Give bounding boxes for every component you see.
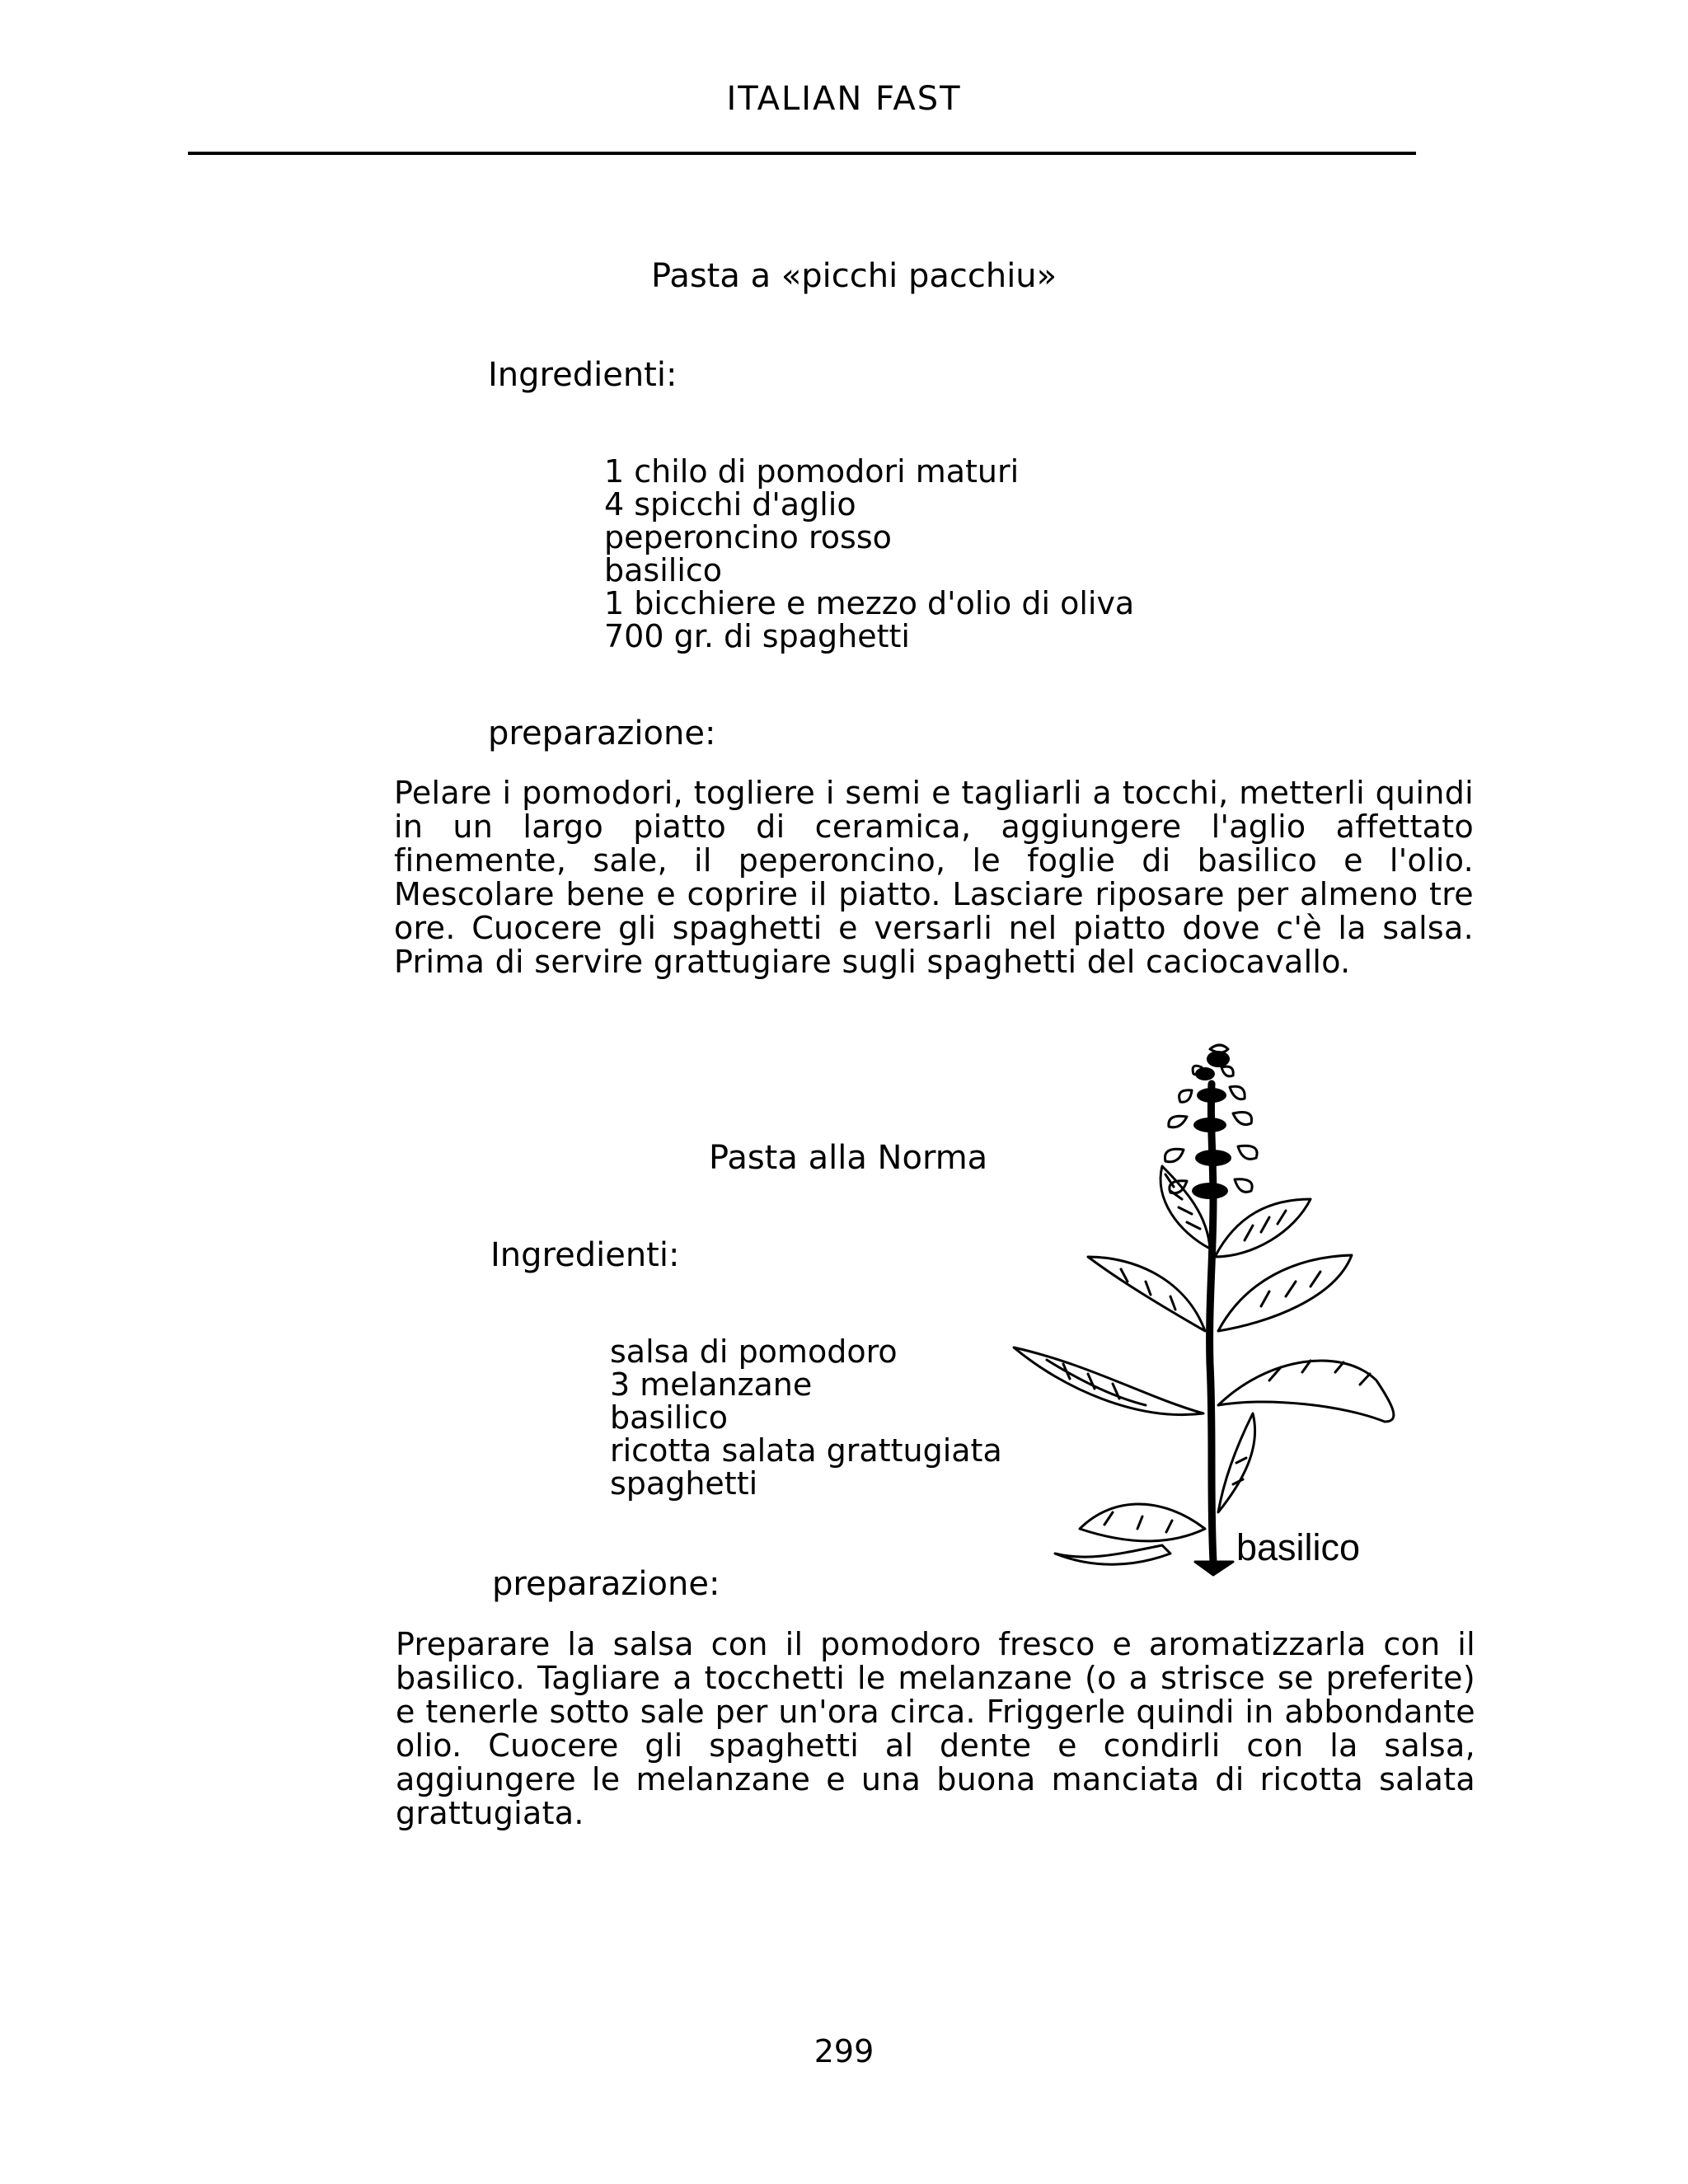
ingredient-item: spaghetti: [610, 1465, 758, 1502]
preparation-text: Preparare la salsa con il pomodoro fresco e aromatizzarla con il basilico. Tagliare a tocchetti le melanzane (o a strisce se preferite) e tenerle sotto sale per un'ora circa. Friggerle quindi in abbondante olio. Cuocere gli spaghetti al dente e condirli con la salsa, aggiungere le melanzane e una buona manciata di ricotta salata grattugiata.: [396, 1626, 1475, 1831]
ingredient-list: [604, 455, 1134, 653]
ingredient-item: 4 spicchi d'aglio: [604, 486, 856, 523]
recipe-title: Pasta alla Norma: [709, 1139, 988, 1177]
ingredient-list: [610, 1335, 1002, 1500]
ingredients-label: Ingredienti:: [490, 1236, 680, 1274]
ingredient-item: ricotta salata grattugiata: [610, 1432, 1002, 1469]
header-divider: [188, 152, 1416, 155]
ingredient-item: 1 bicchiere e mezzo d'olio di oliva: [604, 585, 1135, 621]
ingredient-item: basilico: [610, 1399, 729, 1436]
preparation-text: Pelare i pomodori, togliere i semi e tagliarli a tocchi, metterli quindi in un largo piatto di ceramica, aggiungere l'aglio affettato finemente, sale, il peperoncino, le foglie di basilico e l'olio. Mescolare bene e coprire il piatto. Lasciare riposare per almeno tre ore. Cuocere gli spaghetti e versarli nel piatto dove c'è la salsa. Prima di servire grattugiare sugli spaghetti del caciocavallo.: [394, 775, 1474, 980]
preparation-label: preparazione:: [492, 1565, 720, 1603]
illustration-caption: basilico: [1236, 1526, 1361, 1568]
running-header: ITALIAN FAST: [726, 80, 962, 118]
basil-plant-illustration: [997, 1034, 1409, 1578]
ingredient-item: basilico: [604, 552, 723, 588]
ingredient-item: peperoncino rosso: [604, 519, 892, 555]
recipe-title: Pasta a «picchi pacchiu»: [651, 257, 1057, 295]
ingredient-item: salsa di pomodoro: [610, 1333, 898, 1370]
preparation-label: preparazione:: [488, 715, 716, 752]
ingredients-label: Ingredienti:: [488, 356, 678, 394]
ingredient-item: 1 chilo di pomodori maturi: [604, 453, 1020, 490]
page-number: 299: [814, 2033, 874, 2069]
ingredient-item: 3 melanzane: [610, 1366, 813, 1403]
ingredient-item: 700 gr. di spaghetti: [604, 618, 910, 654]
